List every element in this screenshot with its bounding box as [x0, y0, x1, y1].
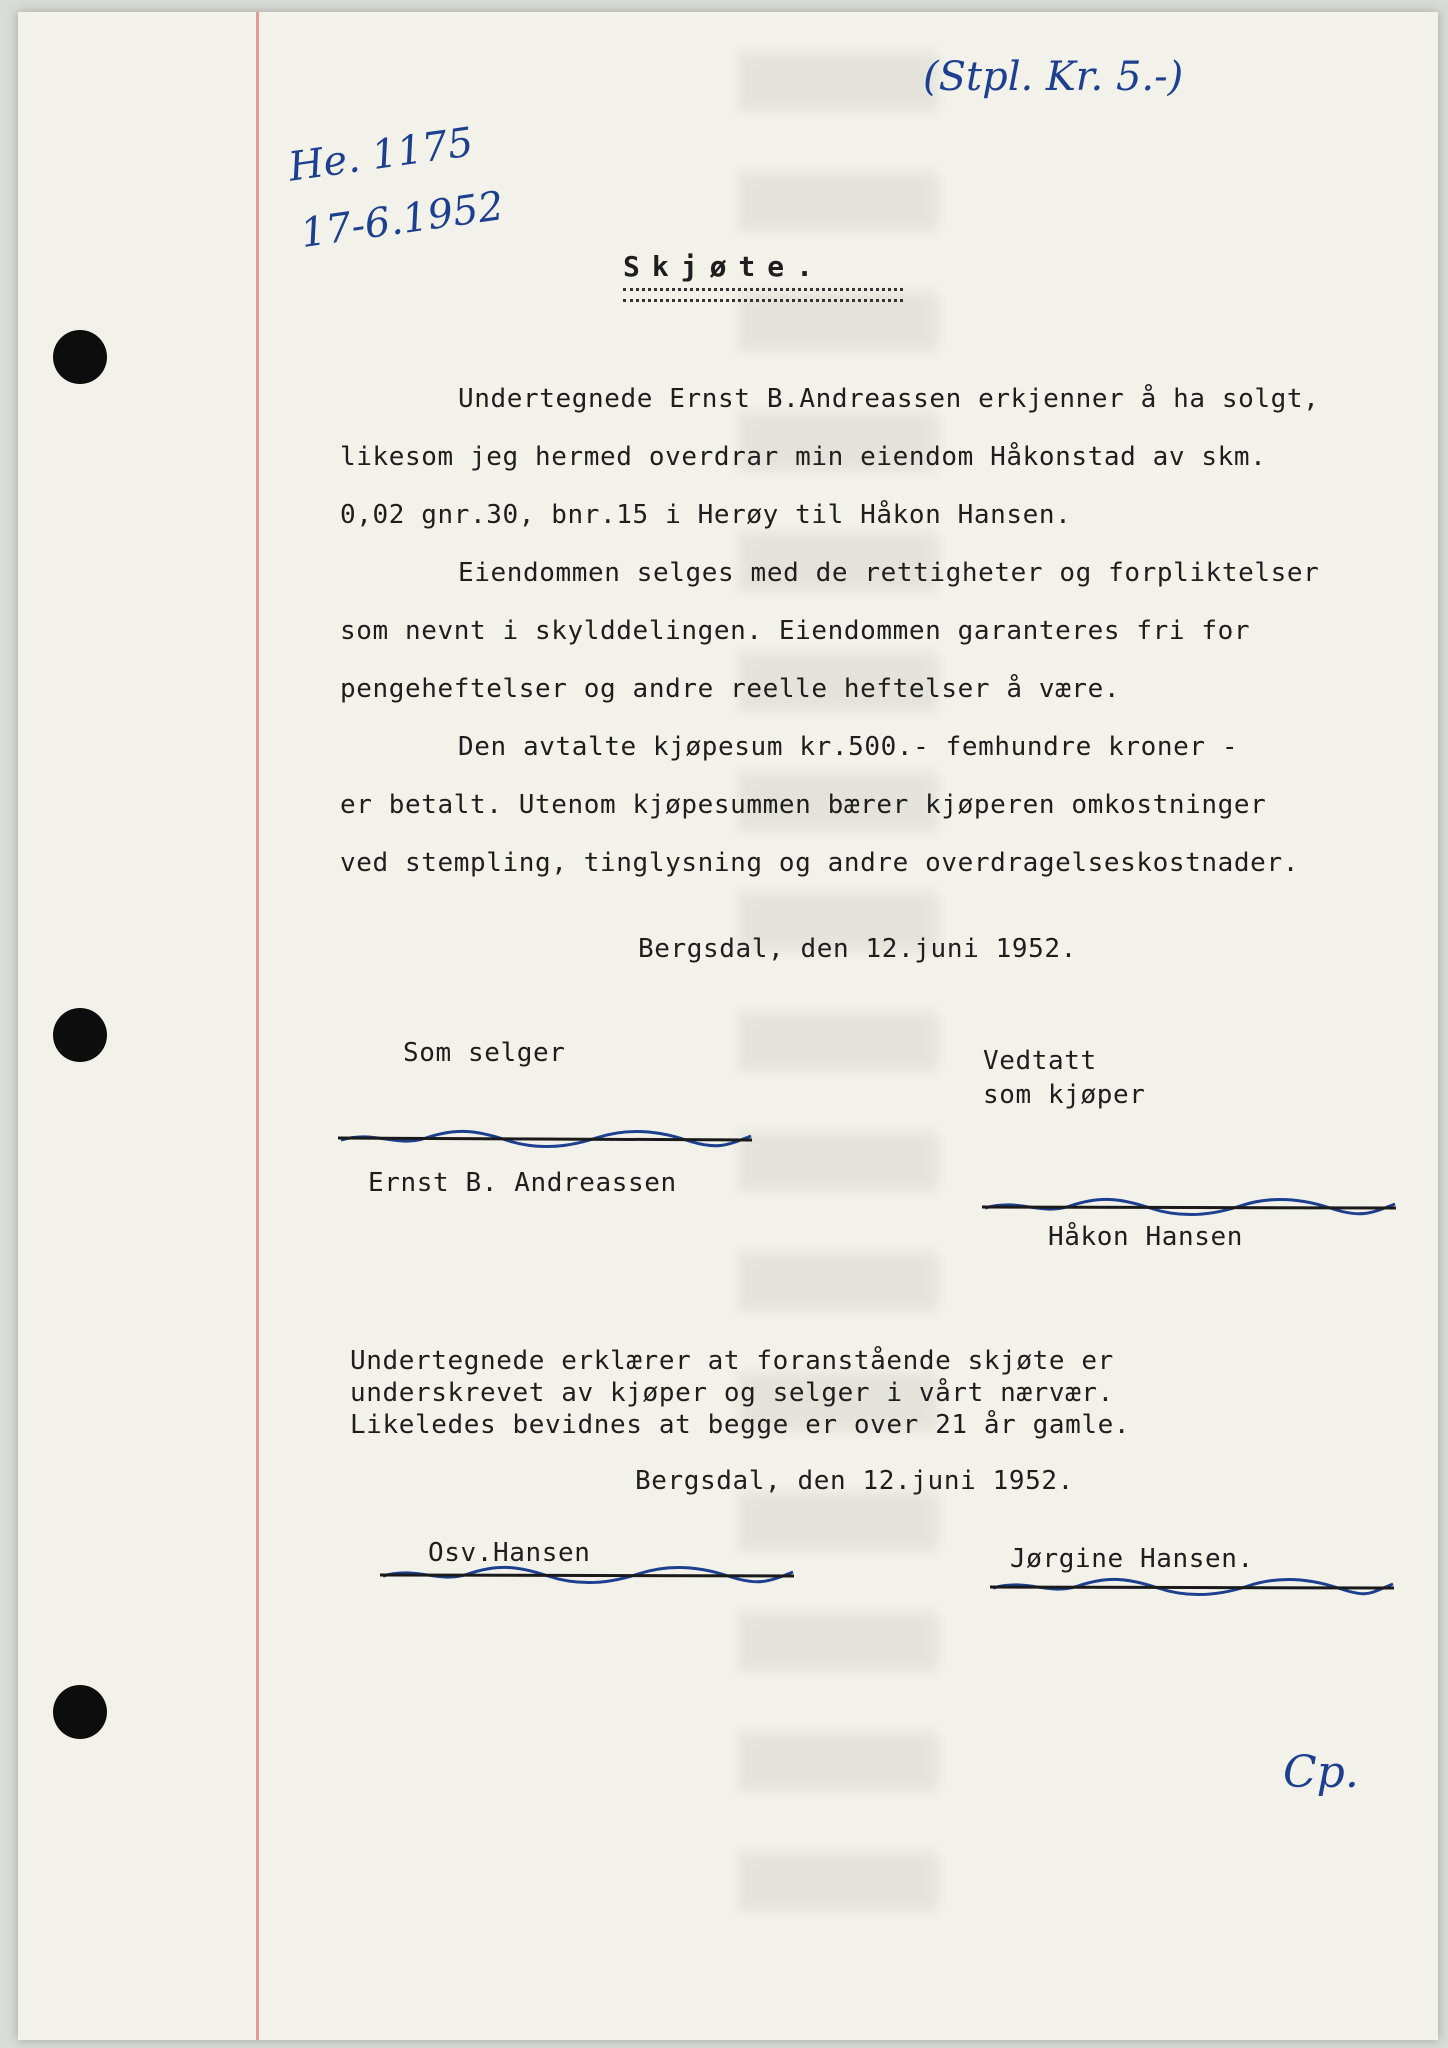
punch-hole-bottom — [53, 1685, 107, 1739]
buyer-name: Håkon Hansen — [1048, 1222, 1244, 1252]
buyer-label-line1: Vedtatt — [983, 1046, 1097, 1076]
body-line: Undertegnede Ernst B.Andreassen erkjenner å ha solgt, — [458, 384, 1320, 414]
witness-2-name: Jørgine Hansen. — [1010, 1544, 1254, 1574]
body-line: Eiendommen selges med de rettigheter og forpliktelser — [458, 558, 1320, 588]
witness-line: underskrevet av kjøper og selger i vårt nærvær. — [350, 1378, 1114, 1408]
body-line: likesom jeg hermed overdrar min eiendom Håkonstad av skm. — [340, 442, 1267, 472]
body-line: som nevnt i skylddelingen. Eiendommen garanteres fri for — [340, 616, 1251, 646]
seller-signature — [336, 1122, 756, 1158]
punch-hole-top — [53, 330, 107, 384]
title-underline — [623, 288, 903, 302]
witness-1-name: Osv.Hansen — [428, 1538, 591, 1568]
margin-line — [256, 12, 259, 2040]
witness-2-signature — [988, 1572, 1398, 1602]
registration-number: He. 1175 — [285, 119, 477, 191]
buyer-signature — [980, 1190, 1400, 1226]
seller-label: Som selger — [403, 1038, 566, 1068]
initials: Cp. — [1283, 1747, 1359, 1798]
document-title: Skjøte. — [623, 250, 826, 283]
stamp-fee-note: (Stpl. Kr. 5.-) — [923, 54, 1184, 100]
body-line: 0,02 gnr.30, bnr.15 i Herøy til Håkon Hansen. — [340, 500, 1072, 530]
body-line: pengeheftelser og andre reelle heftelser å være. — [340, 674, 1121, 704]
body-line: Den avtalte kjøpesum kr.500.- femhundre kroner - — [458, 732, 1239, 762]
document-page — [18, 12, 1438, 2040]
witness-place-date: Bergsdal, den 12.juni 1952. — [635, 1466, 1074, 1496]
body-line: er betalt. Utenom kjøpesummen bærer kjøperen omkostninger — [340, 790, 1267, 820]
body-line: ved stempling, tinglysning og andre overdragelseskostnader. — [340, 848, 1299, 878]
place-date: Bergsdal, den 12.juni 1952. — [638, 934, 1077, 964]
witness-line: Likeledes bevidnes at begge er over 21 år gamle. — [350, 1410, 1131, 1440]
seller-name: Ernst B. Andreassen — [368, 1168, 677, 1198]
buyer-label-line2: som kjøper — [983, 1080, 1146, 1110]
punch-hole-middle — [53, 1008, 107, 1062]
witness-line: Undertegnede erklærer at foranstående skjøte er — [350, 1346, 1114, 1376]
registration-date: 17-6.1952 — [297, 183, 507, 257]
witness-1-signature — [378, 1560, 798, 1590]
bleed-through-stamp — [738, 52, 938, 1952]
